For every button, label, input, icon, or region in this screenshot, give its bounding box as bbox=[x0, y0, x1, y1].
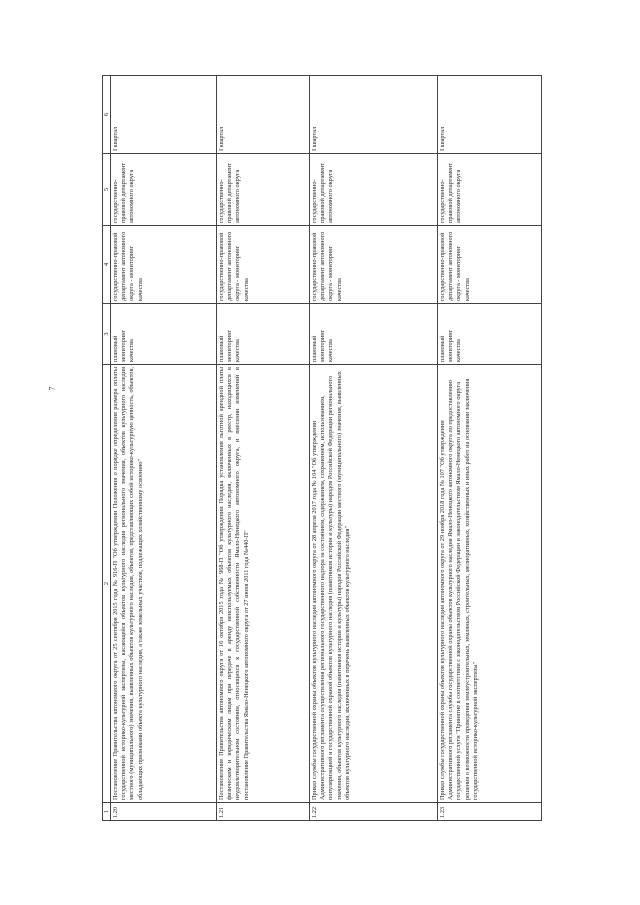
column-number-3: 3 bbox=[103, 304, 111, 365]
column-number-5: 5 bbox=[103, 154, 111, 226]
executor-cell: государственно-правовой департамент автономного округа - мониторинг качества bbox=[111, 226, 217, 304]
form-cell: плановый мониторинг качества bbox=[111, 304, 217, 365]
term-cell: I квартал bbox=[310, 76, 438, 154]
executor-cell: государственно-правовой департамент автономного округа - мониторинг качества bbox=[310, 226, 438, 304]
column-number-4: 4 bbox=[103, 226, 111, 304]
page-number: 7 bbox=[47, 386, 57, 391]
form-cell: плановый мониторинг качества bbox=[217, 304, 310, 365]
term-cell: I квартал bbox=[111, 76, 217, 154]
row-number: 1.22 bbox=[310, 803, 438, 821]
column-number-6: 6 bbox=[103, 76, 111, 154]
monitoring-plan-table bbox=[102, 75, 542, 821]
row-number: 1.20 bbox=[111, 803, 217, 821]
row-number: 1.23 bbox=[438, 803, 542, 821]
document-cell: Постановление Правительства автономного округа от 16 октября 2015 года № 968-П "Об утверждении Порядка установления льготной арендной платы физическим и юридическим лицам при передаче в аренду неиспользуемых объектов культурного наследия, включенных в реестр, находящихся в неудовлетворительном состоянии, относящихся к государственной собственности Ямало-Ненецкого автономного округа, и внесении изменений в постановление Правительства Ямало-Ненецкого автономного округа от 27 июня 2011 года №440-П" bbox=[217, 365, 310, 803]
table-row bbox=[217, 76, 310, 821]
document-cell: Приказ службы государственной охраны объектов культурного наследия автономного округа от 29 ноября 2018 года № 107 "Об утверждении Административного регламента службы государственной охраны объектов культурного наследия Ямало-Ненецкого автономного округа по предоставлению государственной услуги "Принятие в соответствии с законодательством Российской Федерации и законодательством Ямало-Ненецкого автономного округа решения о возможности проведения землеустроительных, земляных, строительных, мелиоративных, хозяйственных и иных работ на основании заключения государственной историко-культурной экспертизы" bbox=[438, 365, 542, 803]
row-number: 1.21 bbox=[217, 803, 310, 821]
table-row bbox=[310, 76, 438, 821]
term-cell: I квартал bbox=[438, 76, 542, 154]
form-cell: плановый мониторинг качества bbox=[438, 304, 542, 365]
column-number-2: 2 bbox=[103, 365, 111, 803]
responsible-cell: государственно-правовой департамент автономного округа bbox=[438, 154, 542, 226]
executor-cell: государственно-правовой департамент автономного округа - мониторинг качества bbox=[217, 226, 310, 304]
form-cell: плановый мониторинг качества bbox=[310, 304, 438, 365]
term-cell: I квартал bbox=[217, 76, 310, 154]
table-row bbox=[111, 76, 217, 821]
executor-cell: государственно-правовой департамент автономного округа - мониторинг качества bbox=[438, 226, 542, 304]
column-number-1: 1 bbox=[103, 803, 111, 821]
responsible-cell: государственно-правовой департамент автономного округа bbox=[310, 154, 438, 226]
rotated-table-container bbox=[102, 76, 490, 821]
document-cell: Постановление Правительства автономного округа от 25 сентября 2015 года № 916-П "Об утверждении Положения о порядке определения размера оплаты государственной историко-культурной экспертизы, касающейся объектов культурного наследия регионального значения, объектов культурного наследия местного (муниципального) значения, выявленных объектов культурного наследия, объектов, представляющих собой историко-культурную ценность, объектов, обладающих признаками объекта культурного наследия, а также земельных участков, подлежащих хозяйственному освоению" bbox=[111, 365, 217, 803]
responsible-cell: государственно-правовой департамент автономного округа bbox=[111, 154, 217, 226]
responsible-cell: государственно-правовой департамент автономного округа bbox=[217, 154, 310, 226]
table-row bbox=[438, 76, 542, 821]
document-cell: Приказ службы государственной охраны объектов культурного наследия автономного округа от 28 апреля 2017 года № 104 "Об утверждении Административного регламента осуществления регионального государственного надзора за состоянием, содержанием, сохранением, использованием, популяризацией и государственной охраной объектов культурного наследия (памятников истории и культуры) народов Российской Федерации регионального значения, объектов культурного наследия (памятников истории и культуры) народов Российской Федерации местного (муниципального) значения, выявленных объектов культурного наследия, включенных в перечень выявленных объектов культурного наследия" bbox=[310, 365, 438, 803]
table-header-row bbox=[103, 76, 111, 821]
